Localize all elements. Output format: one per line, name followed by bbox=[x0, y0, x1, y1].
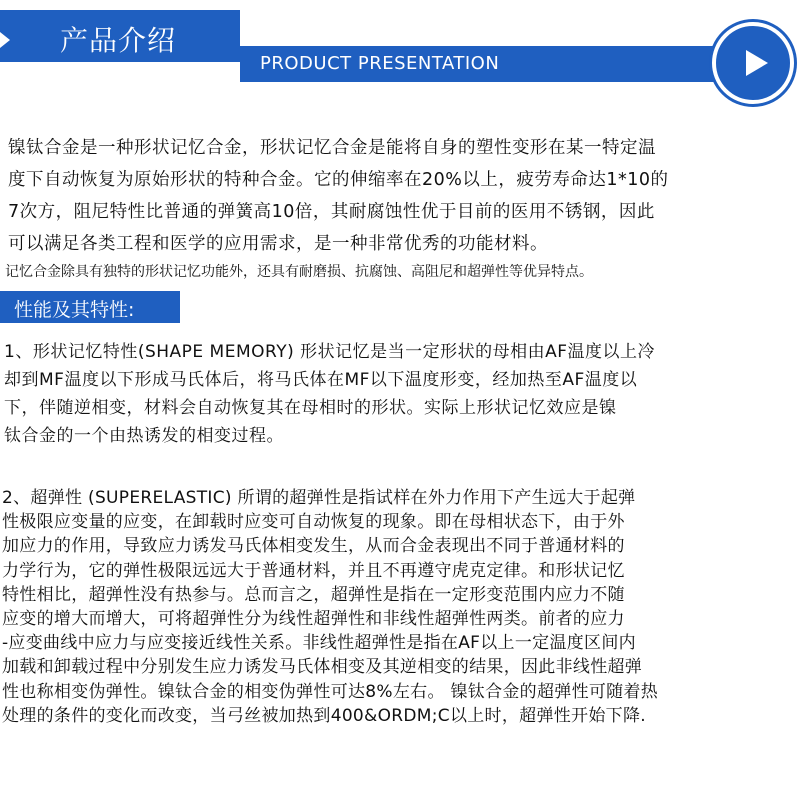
intro-line: 度下自动恢复为原始形状的特种合金。它的伸缩率在20%以上，疲劳寿命达1*10的 bbox=[8, 170, 669, 190]
next-button[interactable] bbox=[712, 22, 794, 104]
item2-line: 加应力的作用，导致应力诱发马氏体相变发生，从而合金表现出不同于普通材料的 bbox=[2, 536, 625, 557]
intro-line: 7次方，阻尼特性比普通的弹簧高10倍，其耐腐蚀性优于目前的医用不锈钢，因此 bbox=[8, 202, 655, 222]
item2-line: -应变曲线中应力与应变接近线性关系。非线性超弹性是指在AF以上一定温度区间内 bbox=[2, 633, 636, 654]
item1-line: 下，伴随逆相变，材料会自动恢复其在母相时的形状。实际上形状记忆效应是镍 bbox=[4, 398, 617, 418]
item2-line: 应变的增大而增大，可将超弹性分为线性超弹性和非线性超弹性两类。前者的应力 bbox=[2, 609, 625, 630]
play-arrow-icon bbox=[746, 50, 768, 76]
intro-line: 可以满足各类工程和医学的应用需求，是一种非常优秀的功能材料。 bbox=[8, 234, 548, 254]
title-notch bbox=[0, 32, 10, 48]
intro-paragraph bbox=[8, 132, 669, 260]
page-title: 产品介绍 bbox=[60, 24, 177, 57]
item2-line: 性也称相变伪弹性。镍钛合金的相变伪弹性可达8%左右。 镍钛合金的超弹性可随着热 bbox=[2, 681, 659, 702]
item2-line: 力学行为，它的弹性极限远远大于普通材料，并且不再遵守虎克定律。和形状记忆 bbox=[2, 560, 625, 581]
item2-line: 处理的条件的变化而改变，当弓丝被加热到400&ORDM;C以上时，超弹性开始下降. bbox=[2, 705, 646, 726]
item2-line: 特性相比，超弹性没有热参与。总而言之，超弹性是指在一定形变范围内应力不随 bbox=[2, 584, 625, 605]
item2-line: 2、超弹性 (SUPERELASTIC) 所谓的超弹性是指试样在外力作用下产生远大于起弹 bbox=[2, 488, 636, 508]
item2-line: 性极限应变量的应变，在卸载时应变可自动恢复的现象。即在母相状态下，由于外 bbox=[2, 512, 625, 533]
section-heading-box bbox=[0, 291, 180, 323]
intro-note: 记忆合金除具有独特的形状记忆功能外，还具有耐磨损、抗腐蚀、高阻尼和超弹性等优异特点。 bbox=[5, 264, 593, 280]
item1-line: 却到MF温度以下形成马氏体后，将马氏体在MF以下温度形变，经加热至AF温度以 bbox=[4, 370, 638, 390]
title-box bbox=[0, 10, 240, 62]
shape-memory-paragraph bbox=[4, 338, 655, 450]
item1-line: 1、形状记忆特性(SHAPE MEMORY) 形状记忆是当一定形状的母相由AF温度以上冷 bbox=[4, 342, 656, 362]
page-subtitle: PRODUCT PRESENTATION bbox=[260, 53, 500, 74]
subtitle-bar bbox=[240, 46, 750, 82]
header-banner bbox=[0, 0, 800, 115]
item1-line: 钛合金的一个由热诱发的相变过程。 bbox=[4, 426, 284, 446]
intro-line: 镍钛合金是一种形状记忆合金，形状记忆合金是能将自身的塑性变形在某一特定温 bbox=[8, 138, 656, 158]
section-heading: 性能及其特性: bbox=[14, 299, 135, 321]
item2-line: 加载和卸载过程中分别发生应力诱发马氏体相变及其逆相变的结果，因此非线性超弹 bbox=[2, 657, 643, 678]
superelastic-paragraph bbox=[2, 486, 658, 728]
